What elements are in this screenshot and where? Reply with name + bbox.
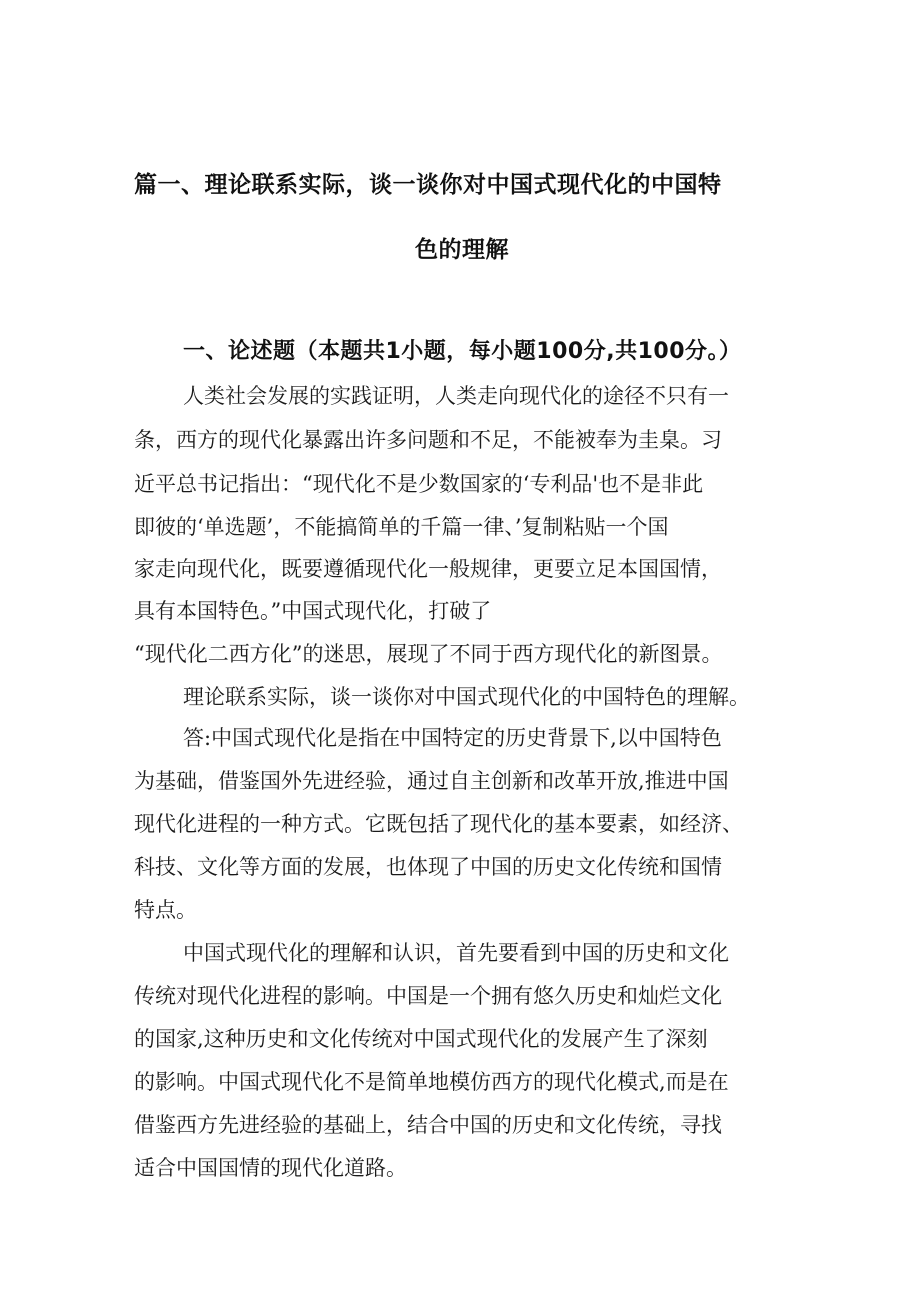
question-prompt-line: 理论联系实际，谈一谈你对中国式现代化的中国特色的理解。 xyxy=(183,685,750,709)
answer-line: 适合中国国情的现代化道路。 xyxy=(134,1156,407,1180)
question-line: 家走向现代化，既要遵循现代化一般规律，更要立足本国国情， xyxy=(134,557,722,581)
answer-line: 答:中国式现代化是指在中国特定的历史背景下,以中国特色 xyxy=(183,726,722,750)
answer-line: 借鉴西方先进经验的基础上，结合中国的历史和文化传统，寻找 xyxy=(134,1113,722,1137)
question-line: 具有本国特色。”中国式现代化，打破了 xyxy=(134,599,492,623)
question-line: 人类社会发展的实践证明，人类走向现代化的途径不只有一 xyxy=(183,384,729,408)
document-title-line-1: 篇一、理论联系实际，谈一谈你对中国式现代化的中国特 xyxy=(134,172,722,198)
answer-line: 传统对现代化进程的影响。中国是一个拥有悠久历史和灿烂文化 xyxy=(134,984,722,1008)
question-line: 即彼的‘单选题’，不能搞简单的千篇一律、’复制粘贴一个国 xyxy=(134,515,669,539)
answer-line: 为基础，借鉴国外先进经验，通过自主创新和改革开放,推进中国 xyxy=(134,769,729,793)
answer-line: 科技、文化等方面的发展，也体现了中国的历史文化传统和国情 xyxy=(134,855,722,879)
answer-line: 特点。 xyxy=(134,898,197,922)
answer-line: 中国式现代化的理解和认识，首先要看到中国的历史和文化 xyxy=(183,941,729,965)
question-line: 条，西方的现代化暴露出许多问题和不足，不能被奉为圭臬。习 xyxy=(134,428,722,452)
section-heading: 一、论述题（本题共1小题，每小题100分,共100分。） xyxy=(183,339,742,364)
question-line: 近平总书记指出：“现代化不是少数国家的‘专利品'也不是非此 xyxy=(134,472,704,496)
document-title-line-2: 色的理解 xyxy=(415,237,509,263)
question-line: “现代化二西方化”的迷思，展现了不同于西方现代化的新图景。 xyxy=(134,642,723,666)
answer-line: 的国家,这种历史和文化传统对中国式现代化的发展产生了深刻 xyxy=(134,1027,708,1051)
answer-line: 的影响。中国式现代化不是简单地模仿西方的现代化模式,而是在 xyxy=(134,1070,729,1094)
answer-line: 现代化进程的一种方式。它既包括了现代化的基本要素，如经济、 xyxy=(134,812,743,836)
